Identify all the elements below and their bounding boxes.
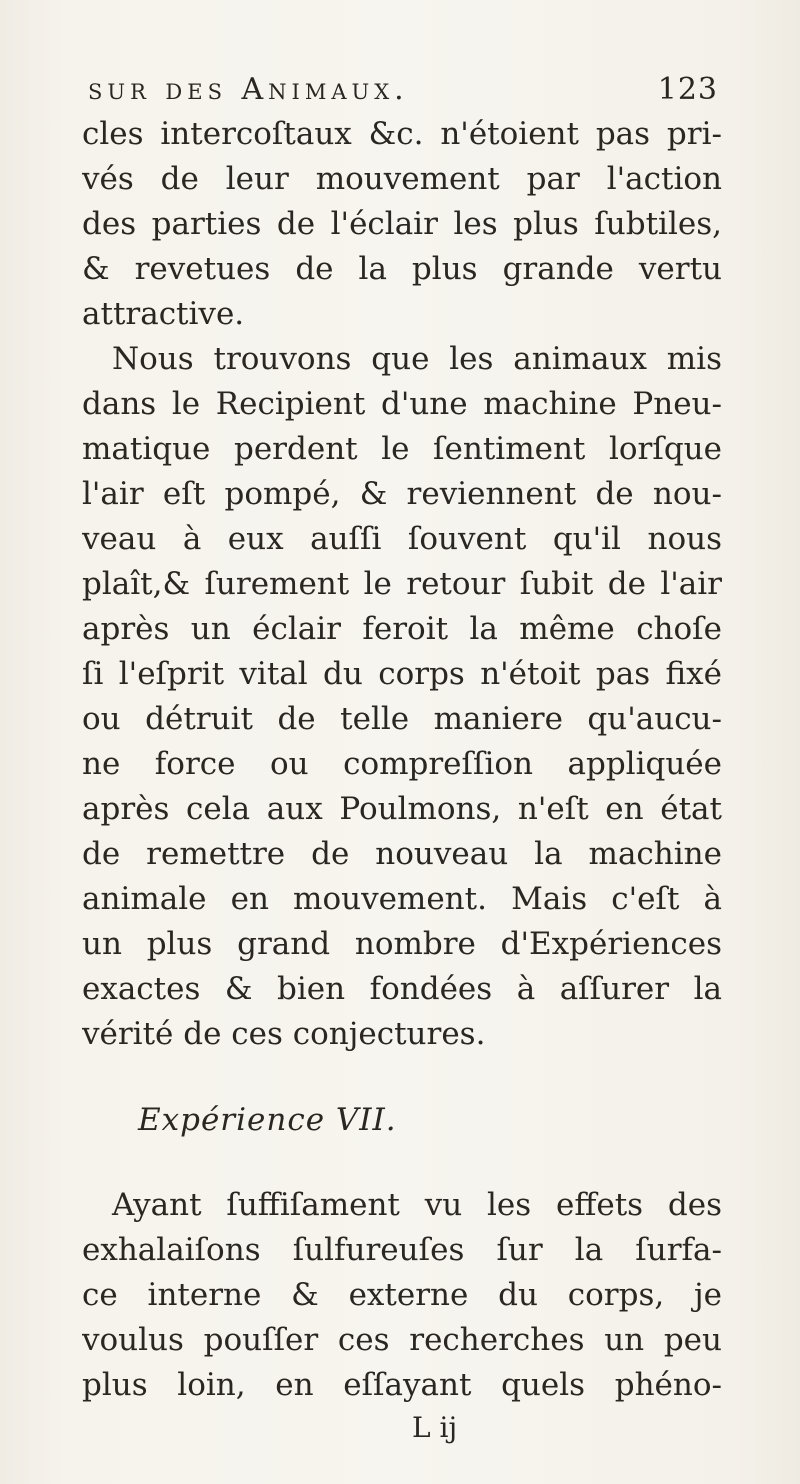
- text-line: l'air eſt pompé, & reviennent de nou-: [82, 476, 722, 512]
- text-line: des parties de l'éclair les plus ſubtiles,: [82, 206, 722, 242]
- running-head: [82, 72, 722, 112]
- paragraph-3: [82, 1183, 722, 1408]
- text-line: de remettre de nouveau la machine: [82, 836, 722, 872]
- paragraph-2: [82, 337, 722, 1057]
- signature-mark: L ij: [412, 1411, 458, 1444]
- text-line: dans le Recipient d'une machine Pneu-: [82, 386, 722, 422]
- text-line: vérité de ces conjectures.: [82, 1016, 486, 1052]
- running-head-title: sur des Animaux.: [88, 72, 409, 107]
- paragraph-1: [82, 112, 722, 337]
- text-line: Nous trouvons que les animaux mis: [112, 341, 722, 377]
- text-line: ce interne & externe du corps, je: [82, 1277, 722, 1313]
- text-line: après cela aux Poulmons, n'eſt en état: [82, 791, 722, 827]
- section-heading: Expérience VII.: [138, 1102, 397, 1138]
- page-text: [82, 72, 722, 1448]
- text-line: plaît,& ſurement le retour ſubit de l'air: [82, 566, 722, 602]
- text-line: ſi l'eſprit vital du corps n'étoit pas fixé: [82, 656, 722, 692]
- text-line: attractive.: [82, 296, 245, 332]
- text-line: un plus grand nombre d'Expériences: [82, 926, 722, 962]
- text-line: vés de leur mouvement par l'action: [82, 161, 722, 197]
- page-number: 123: [657, 72, 718, 107]
- text-line: ou détruit de telle maniere qu'aucu-: [82, 701, 722, 737]
- text-line: exactes & bien fondées à aſſurer la: [82, 971, 722, 1007]
- text-line: après un éclair feroit la même choſe: [82, 611, 722, 647]
- text-line: exhalaiſons ſulfureuſes ſur la ſurfa-: [82, 1232, 722, 1268]
- section-heading-container: [82, 1057, 722, 1183]
- text-line: veau à eux auſſi ſouvent qu'il nous: [82, 521, 722, 557]
- text-line: plus loin, en eſſayant quels phéno-: [82, 1367, 722, 1403]
- text-line: matique perdent le ſentiment lorſque: [82, 431, 722, 467]
- text-line: Ayant ſuffiſament vu les effets des: [112, 1187, 722, 1223]
- text-line: cles intercoſtaux &c. n'étoient pas pri-: [82, 116, 722, 152]
- text-line: ne force ou compreſſion appliquée: [82, 746, 722, 782]
- text-line: & revetues de la plus grande vertu: [82, 251, 722, 287]
- text-line: voulus pouſſer ces recherches un peu: [82, 1322, 722, 1358]
- text-line: animale en mouvement. Mais c'eſt à: [82, 881, 722, 917]
